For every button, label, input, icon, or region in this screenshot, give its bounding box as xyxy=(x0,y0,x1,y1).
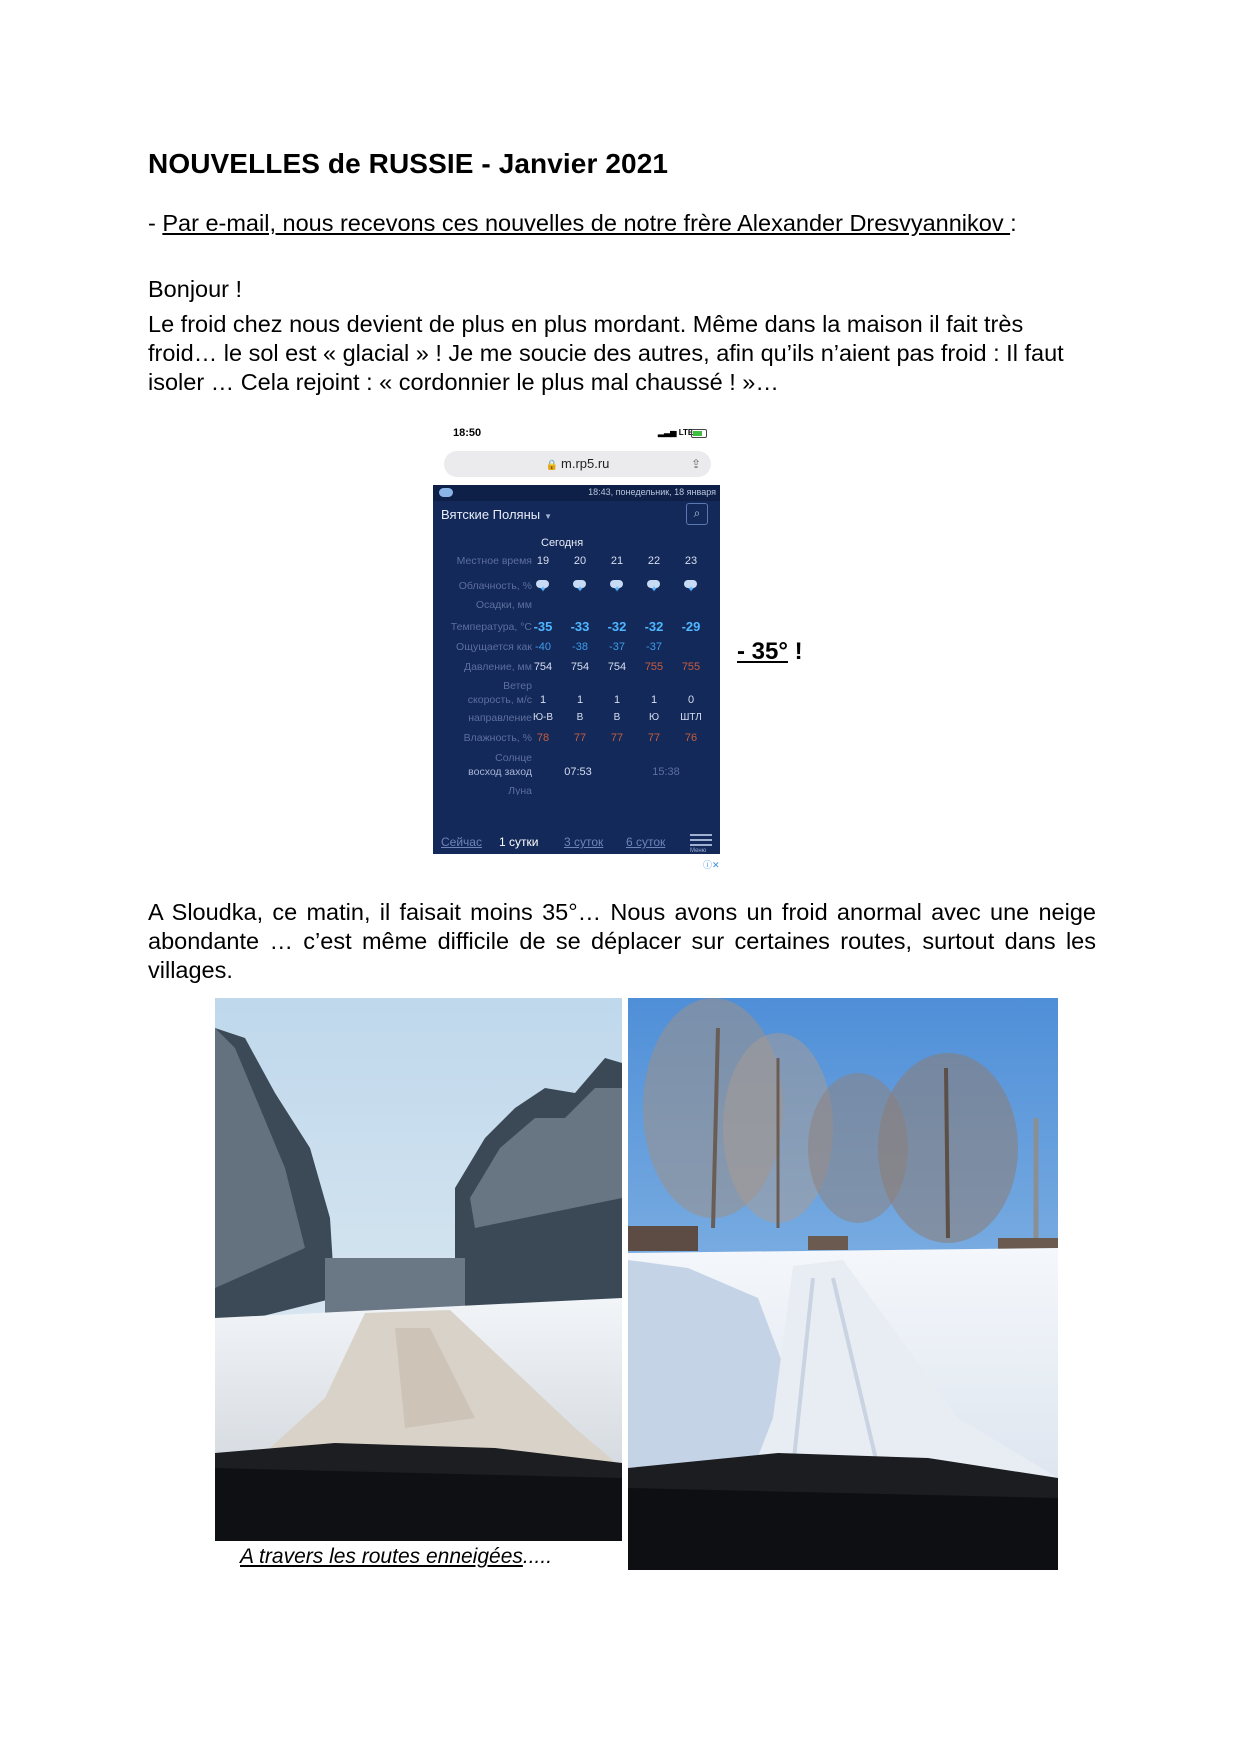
weather-screenshot xyxy=(433,418,720,878)
humidity-cell: 77 xyxy=(610,732,624,744)
wind-speed-cell: 0 xyxy=(687,694,695,706)
hour-cell: 19 xyxy=(536,555,550,567)
lock-icon: 🔒 xyxy=(545,460,559,471)
tab-1-day[interactable]: 1 сутки xyxy=(499,835,539,849)
hour-cell: 23 xyxy=(684,555,698,567)
hour-cell: 21 xyxy=(610,555,624,567)
feels-like-cell: -38 xyxy=(572,641,588,653)
row-label-humidity: Влажность, % xyxy=(463,732,532,744)
temperature-cell: -35 xyxy=(533,619,553,634)
caption-suffix: ..... xyxy=(522,1545,553,1568)
wind-speed-cell: 1 xyxy=(539,694,547,706)
photo-caption xyxy=(240,1545,552,1569)
wind-dir-cell: Ю xyxy=(648,712,660,723)
sunset-cell: 15:38 xyxy=(652,766,680,778)
cloud-icon: ✦ xyxy=(683,577,699,590)
temperature-note xyxy=(737,638,803,666)
intro-prefix: - xyxy=(148,210,163,236)
feels-like-cell: -37 xyxy=(609,641,625,653)
cloud-icon: ✦ xyxy=(572,577,588,590)
row-label-sunrise-sunset: восход заход xyxy=(468,766,532,778)
row-label-temperature: Температура, °C xyxy=(450,621,532,633)
status-time: 18:50 xyxy=(453,427,482,439)
feels-like-cell: -40 xyxy=(535,641,551,653)
humidity-cell: 77 xyxy=(573,732,587,744)
share-icon[interactable]: ⇪ xyxy=(690,457,701,471)
temperature-note-value: - 35° xyxy=(737,638,788,665)
ad-choices-icon[interactable]: ⓘ✕ xyxy=(703,860,720,870)
pressure-cell: 755 xyxy=(644,661,664,673)
intro-link: Par e-mail, nous recevons ces nouvelles de notre frère Alexander Dresvyannikov xyxy=(162,210,1011,236)
row-label-feels-like: Ощущается как xyxy=(456,641,532,653)
humidity-cell: 77 xyxy=(647,732,661,744)
humidity-cell: 78 xyxy=(536,732,550,744)
row-label-sun: Солнце xyxy=(495,752,532,764)
row-label-precipitation: Осадки, мм xyxy=(475,599,532,611)
intro-suffix: : xyxy=(1010,210,1017,236)
wind-dir-cell: Ю-В xyxy=(532,712,554,723)
temperature-cell: -29 xyxy=(681,619,701,634)
wind-dir-cell: ШТЛ xyxy=(680,712,702,723)
hour-cell: 22 xyxy=(647,555,661,567)
rp5-logo-icon xyxy=(439,488,453,497)
battery-icon xyxy=(691,429,707,438)
wind-speed-cell: 1 xyxy=(576,694,584,706)
row-label-cloudiness: Облачность, % xyxy=(458,580,532,592)
paragraph-cold: Le froid chez nous devient de plus en plus mordant. Même dans la maison il fait très froid… le sol est « glacial » ! Je me soucie des autres, afin qu’ils n’aient pas froid : Il faut isoler … Cela rejoint : « cordonnier le plus mal chaussé ! »… xyxy=(148,311,1064,395)
wind-speed-cell: 1 xyxy=(613,694,621,706)
row-label-pressure: Давление, мм xyxy=(463,661,532,673)
temperature-cell: -32 xyxy=(607,619,627,634)
search-button[interactable] xyxy=(686,503,708,525)
greeting: Bonjour ! xyxy=(148,276,243,302)
row-label-wind-dir: направление xyxy=(468,712,532,724)
tab-now[interactable]: Сейчас xyxy=(441,835,482,849)
wind-speed-cell: 1 xyxy=(650,694,658,706)
cloud-icon: ✦ xyxy=(609,577,625,590)
cloud-icon: ✦ xyxy=(646,577,662,590)
pressure-cell: 754 xyxy=(607,661,627,673)
sunrise-cell: 07:53 xyxy=(564,766,592,778)
status-bar xyxy=(433,418,720,448)
page-title: NOUVELLES de RUSSIE - Janvier 2021 xyxy=(148,148,669,179)
temperature-cell: -33 xyxy=(570,619,590,634)
updated-time: 18:43, понедельник, 18 января xyxy=(588,487,716,497)
photo-village-road xyxy=(628,998,1058,1570)
url-bar[interactable] xyxy=(444,451,711,477)
pressure-cell: 754 xyxy=(533,661,553,673)
temperature-note-suffix: ! xyxy=(787,638,803,665)
humidity-cell: 76 xyxy=(684,732,698,744)
row-label-wind: Ветер xyxy=(503,680,532,692)
row-label-moon: Луна xyxy=(508,785,532,795)
today-label: Сегодня xyxy=(541,537,584,549)
url-text: m.rp5.ru xyxy=(561,456,610,471)
weather-panel xyxy=(433,485,720,854)
wind-dir-cell: В xyxy=(613,712,621,723)
row-label-wind-speed: скорость, м/с xyxy=(467,694,532,706)
pressure-cell: 755 xyxy=(681,661,701,673)
feels-like-cell: -37 xyxy=(646,641,662,653)
city-name: Вятские Поляны xyxy=(441,507,541,522)
city-selector[interactable] xyxy=(441,507,552,522)
menu-label: Меню xyxy=(690,848,707,854)
paragraph-sloudka: A Sloudka, ce matin, il faisait moins 35°… Nous avons un froid anormal avec une neige abondante … c’est même difficile de se déplacer sur certaines routes, surtout dans les villages. xyxy=(148,899,1096,983)
search-icon: ⌕ xyxy=(693,506,701,520)
hour-cell: 20 xyxy=(573,555,587,567)
row-label-local-time: Местное время xyxy=(456,555,532,567)
weather-header xyxy=(433,485,720,501)
temperature-cell: -32 xyxy=(644,619,664,634)
period-tabs xyxy=(433,829,720,854)
intro-line xyxy=(148,210,1017,237)
caption-text: A travers les routes enneigées xyxy=(240,1545,523,1568)
menu-icon[interactable] xyxy=(690,834,712,848)
tab-6-days[interactable]: 6 суток xyxy=(626,835,666,849)
tab-3-days[interactable]: 3 суток xyxy=(564,835,604,849)
network-label: LTE xyxy=(678,428,694,437)
pressure-cell: 754 xyxy=(570,661,590,673)
photo-forest-road xyxy=(215,998,622,1541)
signal-icon: ▂▃▅ LTE xyxy=(658,428,694,437)
cloud-icon: ✦ xyxy=(535,577,551,590)
wind-dir-cell: В xyxy=(576,712,584,723)
chevron-down-icon: ▼ xyxy=(544,512,553,521)
